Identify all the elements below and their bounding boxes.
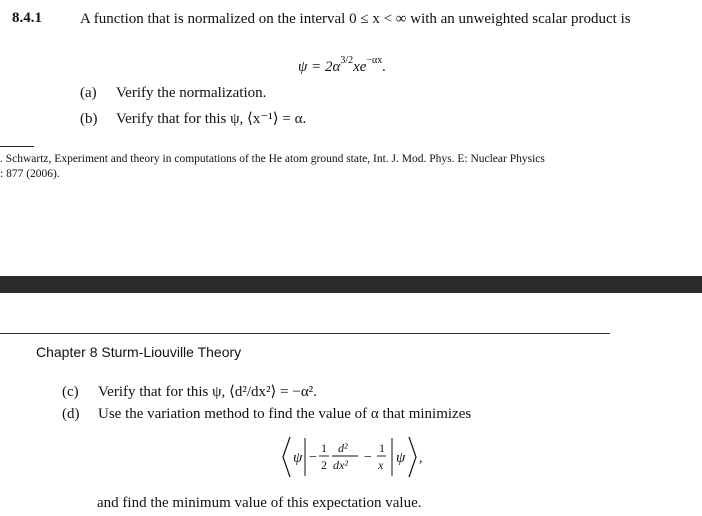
d2-numerator: d² xyxy=(338,441,348,455)
part-d xyxy=(62,406,471,423)
part-a xyxy=(80,85,266,102)
left-angle-bracket xyxy=(283,437,290,477)
part-b-label: (b) xyxy=(80,111,98,127)
eq-end: . xyxy=(382,59,387,75)
minus-1: − xyxy=(309,450,317,465)
problem-statement: A function that is normalized on the interval 0 ≤ x < ∞ with an unweighted scalar product is xyxy=(80,11,631,27)
part-a-text: Verify the normalization. xyxy=(116,85,267,101)
expectation-equation xyxy=(282,435,442,479)
part-b-text: Verify that for this ψ, ⟨x⁻¹⟩ = α. xyxy=(116,111,307,127)
wavefunction-equation xyxy=(298,57,386,76)
frac1-numerator: 1 xyxy=(321,441,327,455)
chapter-header-rule xyxy=(0,333,610,334)
bra-psi: ψ xyxy=(293,450,303,466)
footnote-line-1: . Schwartz, Experiment and theory in computations of the He atom ground state, Int. J. Mod. Phys. E: Nuclear Physics xyxy=(0,153,545,165)
minus-2: − xyxy=(364,450,372,465)
page-break-band xyxy=(0,276,702,293)
part-c-text: Verify that for this ψ, ⟨d²/dx²⟩ = −α². xyxy=(98,384,317,400)
part-d-text: Use the variation method to find the value of α that minimizes xyxy=(98,406,472,422)
part-a-label: (a) xyxy=(80,85,97,101)
part-c xyxy=(62,382,317,401)
frac2-numerator: 1 xyxy=(379,441,385,455)
eq-lhs: ψ = 2α xyxy=(298,59,341,75)
eq2-comma: , xyxy=(419,451,423,466)
right-angle-bracket xyxy=(409,437,416,477)
footnote-rule xyxy=(0,146,34,147)
chapter-header: Chapter 8 Sturm-Liouville Theory xyxy=(36,344,242,360)
d2-denominator: dx² xyxy=(333,458,348,472)
problem-number: 8.4.1 xyxy=(12,10,42,26)
part-c-label: (c) xyxy=(62,384,79,400)
eq-mid: xe xyxy=(353,59,367,75)
part-d-label: (d) xyxy=(62,406,80,422)
ket-psi: ψ xyxy=(396,450,406,466)
eq-exponent-2: −αx xyxy=(366,55,383,66)
closing-text: and find the minimum value of this expectation value. xyxy=(97,495,422,511)
eq-exponent: 3/2 xyxy=(340,55,354,66)
frac1-denominator: 2 xyxy=(321,458,327,472)
part-b xyxy=(80,109,306,128)
footnote-line-2: : 877 (2006). xyxy=(0,168,60,180)
frac2-denominator: x xyxy=(378,458,384,472)
